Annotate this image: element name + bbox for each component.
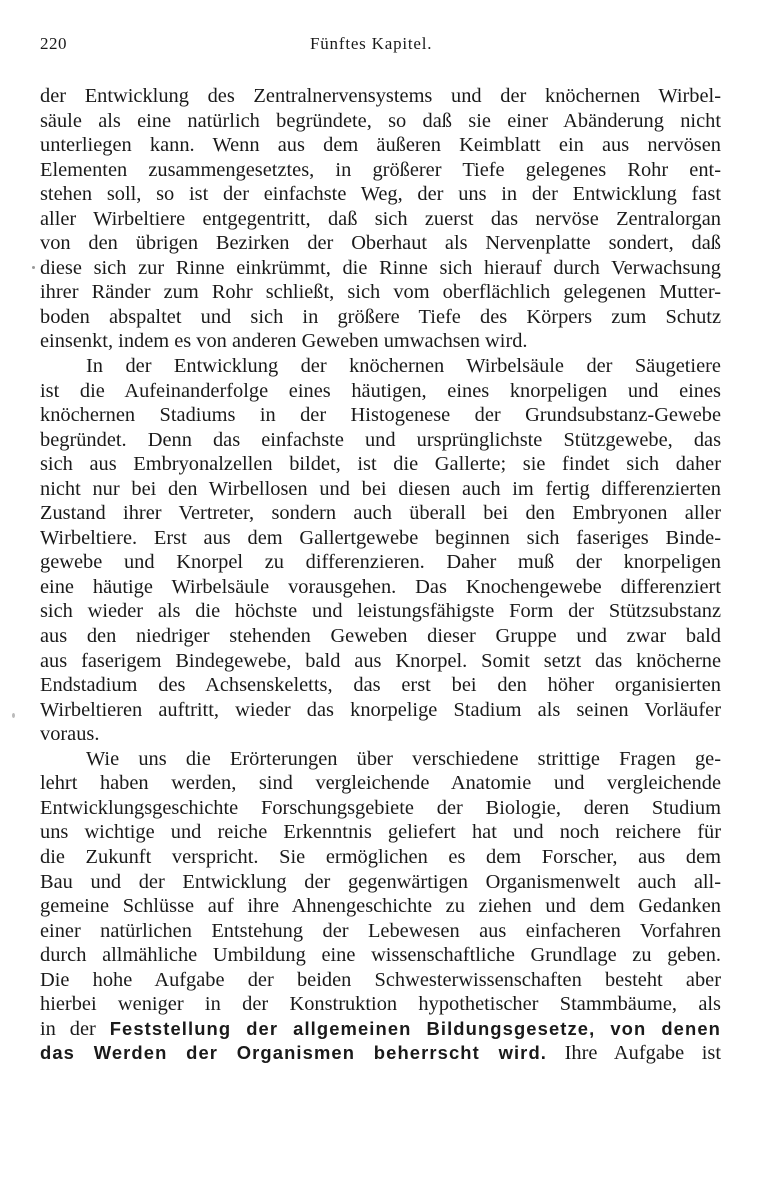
paragraph-2 <box>40 354 721 747</box>
paragraph-3 <box>40 747 721 1066</box>
text-line: aller Wirbeltiere entgegentritt, daß sich zuerst das nervöse Zentralorgan <box>40 207 721 230</box>
trailing-text: Ihre Aufgabe ist <box>564 1042 721 1065</box>
text-line: begründet. Denn das einfachste und ursprünglichste Stützgewebe, das <box>40 428 721 451</box>
text-line: nicht nur bei den Wirbellosen und bei diesen auch im fertig differenzierten <box>40 477 721 500</box>
text-line: boden abspaltet und sich in größere Tiefe des Körpers zum Schutz <box>40 305 721 328</box>
text-line: Wirbeltiere. Erst aus dem Gallertgewebe beginnen sich faseriges Binde- <box>40 526 721 549</box>
print-speck <box>12 713 15 718</box>
text-line: die Zukunft verspricht. Sie ermöglichen es dem Forscher, aus dem <box>40 845 721 868</box>
emphasized-text: das Werden der Organismen beherrscht wird. <box>40 1042 547 1064</box>
text-line: voraus. <box>40 723 100 746</box>
text-line: unterliegen kann. Wenn aus dem äußeren Keimblatt ein aus nervösen <box>40 134 721 157</box>
text-line: Entwicklungsgeschichte Forschungsgebiete der Biologie, deren Studium <box>40 796 721 819</box>
print-speck <box>32 266 35 269</box>
text-line: ihrer Ränder zum Rohr schließt, sich vom oberflächlich gelegenen Mutter- <box>40 281 721 304</box>
text-line: Wie uns die Erörterungen über verschiedene strittige Fragen ge- <box>86 747 721 770</box>
text-line: von den übrigen Bezirken der Oberhaut als Nervenplatte sondert, daß <box>40 232 721 255</box>
text-line: sich wieder als die höchste und leistungsfähigste Form der Stützsubstanz <box>40 600 721 623</box>
emphasis-line <box>40 1017 721 1042</box>
text-line: knöchernen Stadiums in der Histogenese der Grundsubstanz-Gewebe <box>40 404 721 427</box>
text-line: sich aus Embryonalzellen bildet, ist die Gallerte; sie findet sich daher <box>40 453 721 476</box>
chapter-title: Fünftes Kapitel. <box>310 34 433 53</box>
emphasized-text: Feststellung der allgemeinen Bildungsgesetze, von denen <box>109 1017 721 1039</box>
text-line: Endstadium des Achsenskeletts, das erst bei den höher organisierten <box>40 674 721 697</box>
text-line: hierbei weniger in der Konstruktion hypothetischer Stammbäume, als <box>40 993 721 1016</box>
text-line: stehen soll, so ist der einfachste Weg, der uns in der Entwicklung fast <box>40 183 721 206</box>
text-line: ist die Aufeinanderfolge eines häutigen, eines knorpeligen und eines <box>40 379 721 402</box>
text-line: diese sich zur Rinne einkrümmt, die Rinne sich hierauf durch Verwachsung <box>40 256 721 279</box>
text-line: Elementen zusammengesetztes, in größerer Tiefe gelegenes Rohr ent- <box>40 158 721 181</box>
text-line: uns wichtige und reiche Erkenntnis geliefert hat und noch reichere für <box>40 821 721 844</box>
running-head <box>40 34 721 70</box>
text-line: durch allmähliche Umbildung eine wissenschaftliche Grundlage zu geben. <box>40 944 721 967</box>
text-line: lehrt haben werden, sind vergleichende Anatomie und vergleichende <box>40 772 721 795</box>
page-number: 220 <box>40 34 67 53</box>
paragraph-1 <box>40 84 721 354</box>
emphasis-lead: in der <box>40 1017 96 1040</box>
text-line: aus den niedriger stehenden Geweben dieser Gruppe und zwar bald <box>40 625 721 648</box>
body-text <box>40 84 721 1066</box>
text-line: Wirbeltieren auftritt, wieder das knorpelige Stadium als seinen Vorläufer <box>40 698 721 721</box>
text-line: gewebe und Knorpel zu differenzieren. Daher muß der knorpeligen <box>40 551 721 574</box>
text-line: gemeine Schlüsse auf ihre Ahnengeschichte zu ziehen und dem Gedanken <box>40 895 721 918</box>
text-line: Zustand ihrer Vertreter, sondern auch überall bei den Embryonen aller <box>40 502 721 525</box>
text-line: Bau und der Entwicklung der gegenwärtigen Organismenwelt auch all- <box>40 870 721 893</box>
text-line: einer natürlichen Entstehung der Lebewesen aus einfacheren Vorfahren <box>40 919 721 942</box>
text-line: säule als eine natürlich begründete, so daß sie einer Abänderung nicht <box>40 109 721 132</box>
text-line: einsenkt, indem es von anderen Geweben umwachsen wird. <box>40 330 528 353</box>
text-line: der Entwicklung des Zentralnervensystems und der knöchernen Wirbel- <box>40 85 721 107</box>
text-line: aus faserigem Bindegewebe, bald aus Knorpel. Somit setzt das knöcherne <box>40 649 721 672</box>
text-line: eine häutige Wirbelsäule vorausgehen. Das Knochengewebe differenziert <box>40 575 721 598</box>
text-line: Die hohe Aufgabe der beiden Schwesterwissenschaften besteht aber <box>40 968 721 991</box>
text-line: In der Entwicklung der knöchernen Wirbelsäule der Säugetiere <box>86 355 721 378</box>
emphasis-line <box>40 1041 721 1066</box>
